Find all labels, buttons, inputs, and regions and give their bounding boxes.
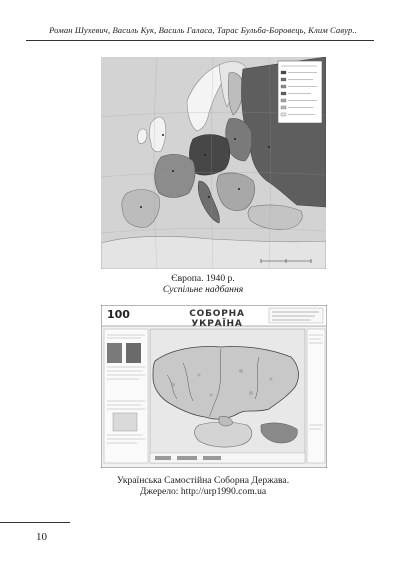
running-head: Роман Шухевич, Василь Кук, Василь Галаса, Тарас Бульба-Боровець, Клим Савур.. (49, 25, 357, 35)
figure-2-caption-title: Українська Самостійна Соборна Держава. (116, 475, 290, 486)
europe-map-1940-image (101, 57, 326, 269)
footer-rule (0, 522, 70, 523)
figure-1-caption-title: Європа. 1940 р. (171, 273, 235, 284)
soborna-ukraina-figure (101, 305, 327, 468)
figure-1-caption (0, 273, 406, 295)
soborna-ukraina-poster-image (101, 305, 327, 468)
figure-2-caption-source: Джерело: http://urp1990.com.ua (139, 486, 267, 497)
figure-2-caption (0, 475, 406, 497)
poster-badge-number: 100 (107, 308, 130, 321)
page-number: 10 (36, 531, 47, 543)
figure-1-caption-credit: Суспільне надбання (162, 284, 244, 295)
header-rule (26, 40, 374, 41)
europe-map-figure (101, 57, 326, 269)
poster-title: СОБОРНА УКРАЇНА (189, 309, 245, 329)
